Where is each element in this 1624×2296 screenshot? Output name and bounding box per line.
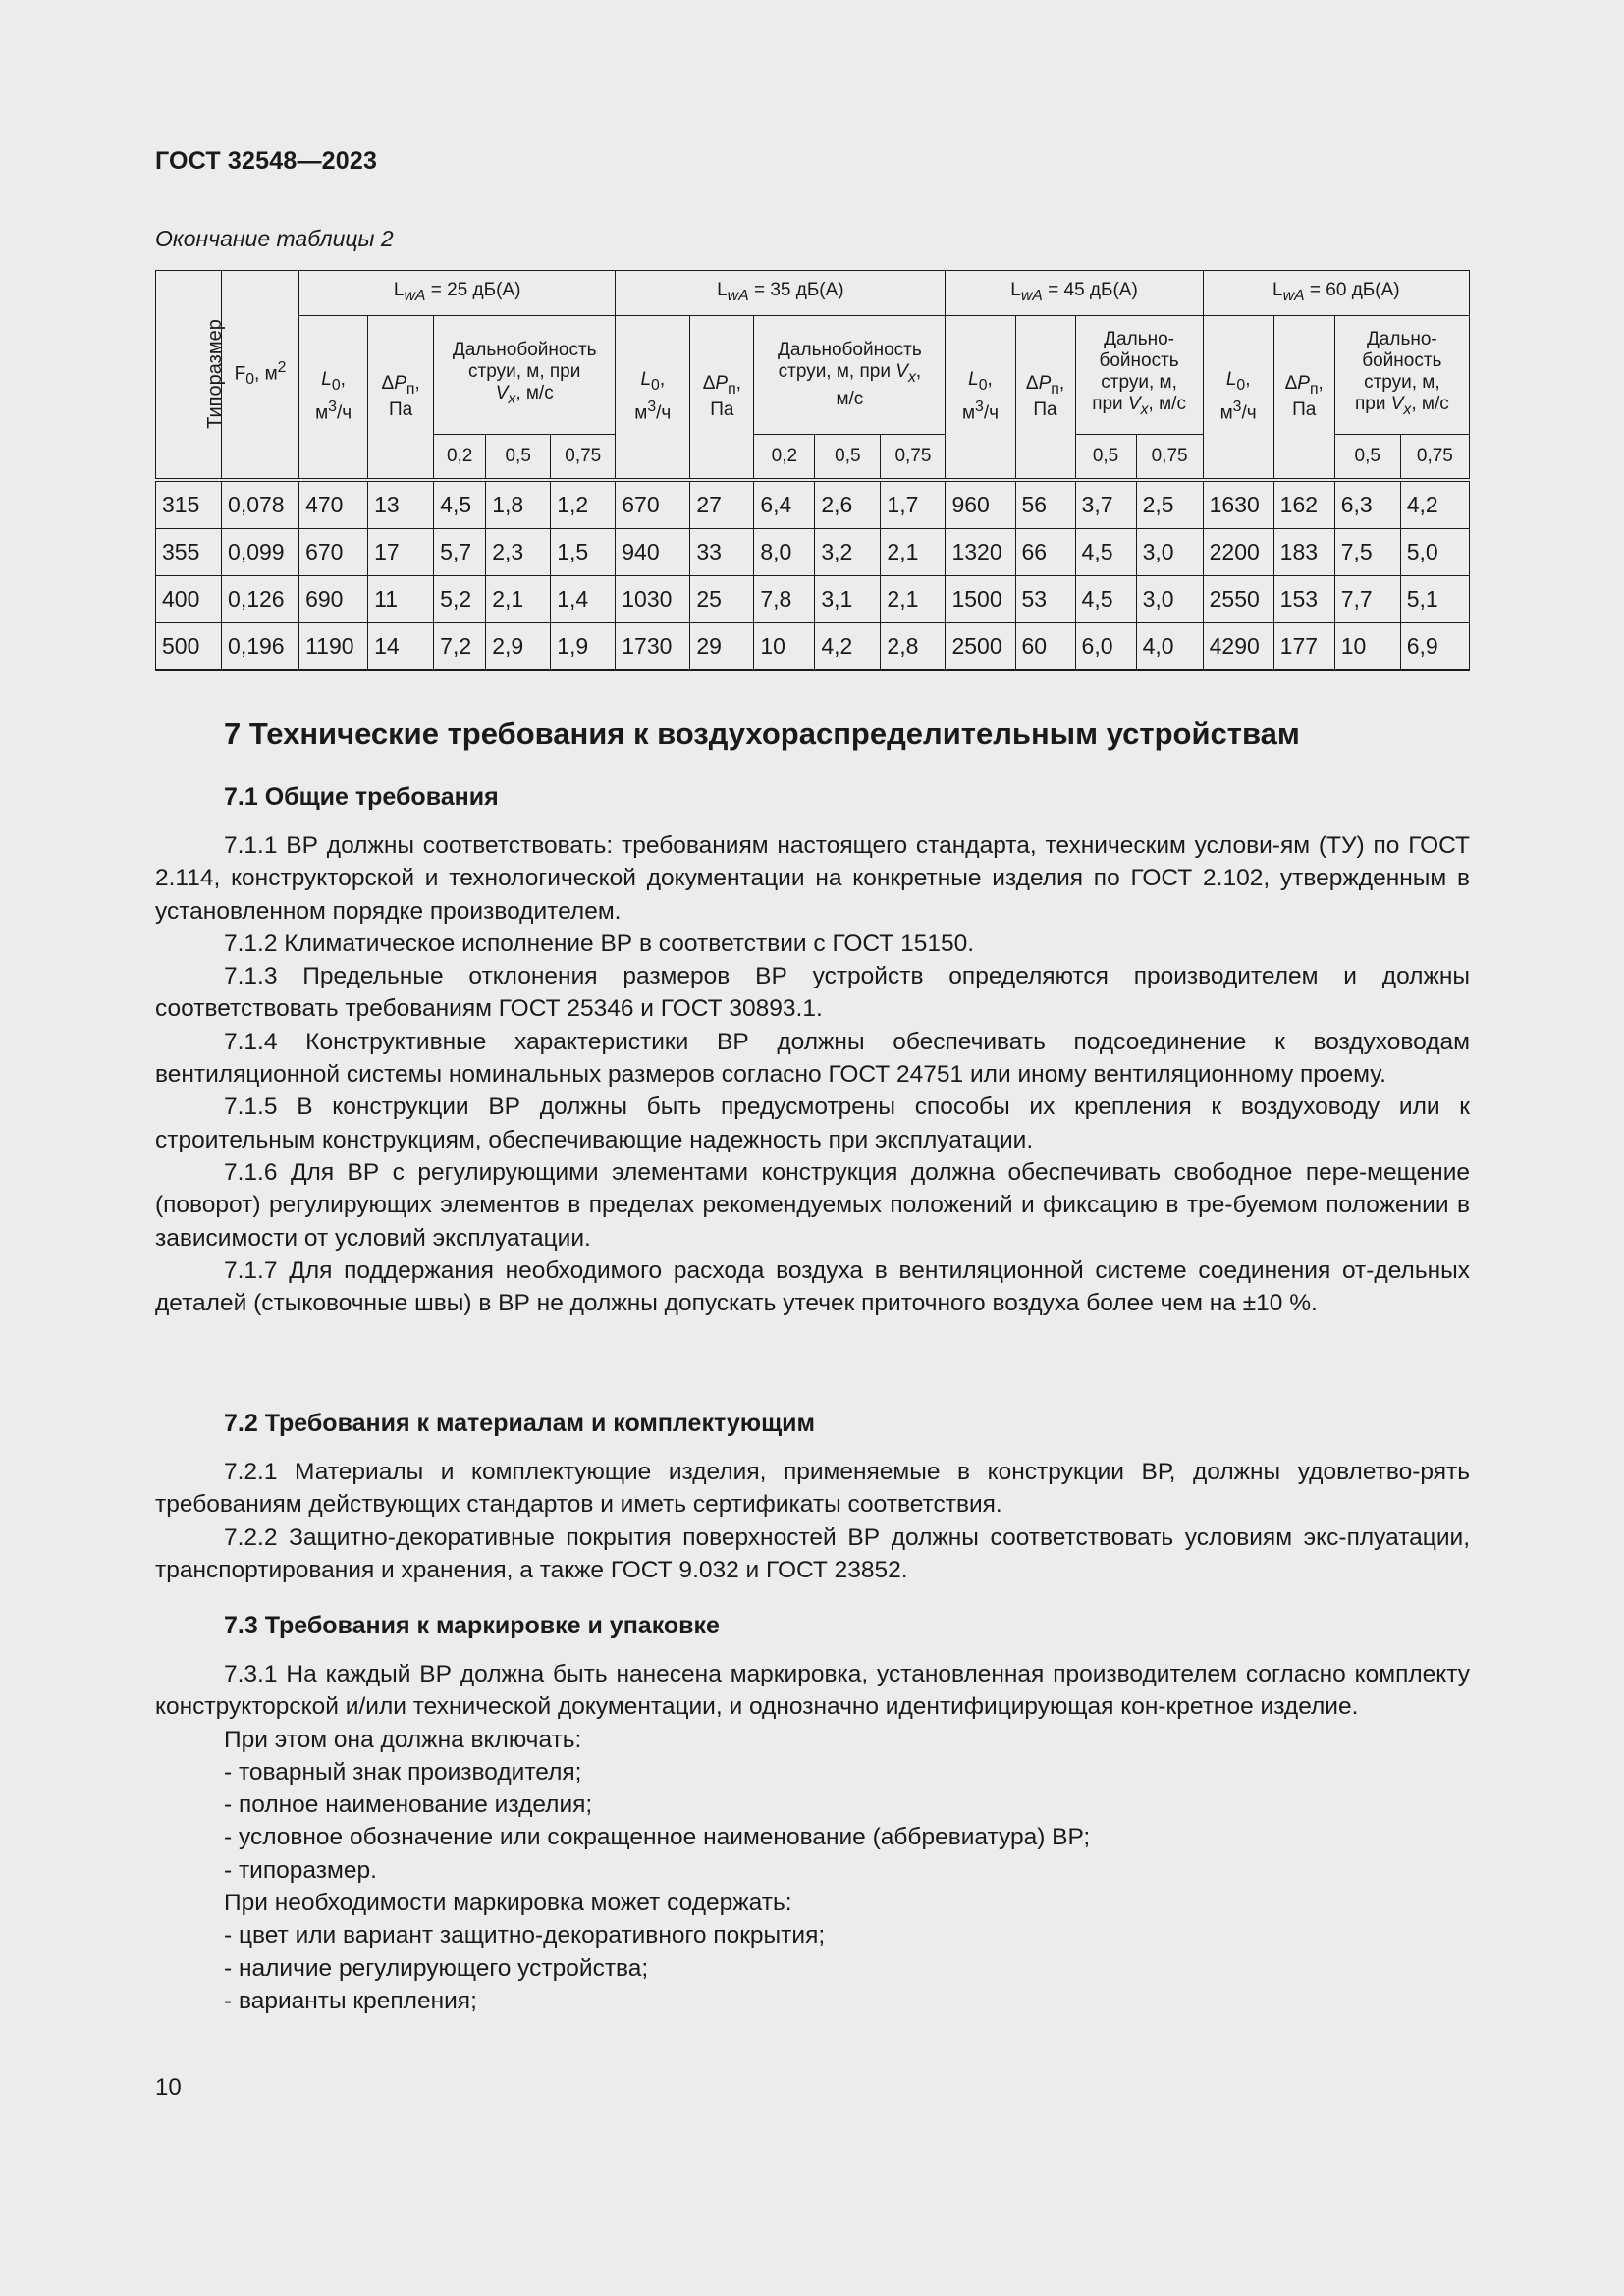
table-cell: 3,0 <box>1136 576 1203 623</box>
table-row <box>156 623 1470 671</box>
list-item: - наличие регулирующего устройства; <box>224 1954 649 1982</box>
table-cell: 7,7 <box>1334 576 1400 623</box>
table-cell: 4,0 <box>1136 623 1203 671</box>
table-cell: 2,6 <box>815 480 881 529</box>
table-cell: 0,196 <box>222 623 299 671</box>
table-row <box>156 529 1470 576</box>
table-cell: 5,7 <box>434 529 486 576</box>
table-cell: 10 <box>754 623 815 671</box>
table-cell: 7,5 <box>1334 529 1400 576</box>
table-cell: 2,5 <box>1136 480 1203 529</box>
section-7-1-body <box>155 829 1470 1319</box>
table-cell: 27 <box>690 480 754 529</box>
header-group-60: $L_{wA} = 60$ дБ(А) <box>1203 271 1469 316</box>
header-l0: $L_0$, $м^3/ч$ <box>616 316 690 481</box>
table-cell: 0,099 <box>222 529 299 576</box>
table-cell: 2550 <box>1203 576 1273 623</box>
table-cell: 1190 <box>299 623 368 671</box>
table-cell: 1630 <box>1203 480 1273 529</box>
table-cell: 1,9 <box>551 623 616 671</box>
paragraph: 7.1.6 Для ВР с регулирующими элементами конструкция должна обеспечивать свободное пере-мещение (поворот) регулирующих элементов в пределах рекомендуемых положений и фиксацию в тре-буемом положении в зависимости от условий эксплуатации. <box>155 1158 1470 1252</box>
table-cell: 315 <box>156 480 222 529</box>
list-item: - цвет или вариант защитно-декоративного покрытия; <box>224 1922 826 1949</box>
paragraph: 7.1.3 Предельные отклонения размеров ВР устройств определяются производителем и должны соответствовать требованиям ГОСТ 25346 и ГОСТ 30893.1. <box>155 963 1470 1023</box>
header-range: Дальнобойность струи, м, при $V_x$, м/с <box>434 316 616 435</box>
table-cell: 29 <box>690 623 754 671</box>
table-cell: 5,2 <box>434 576 486 623</box>
section-7-2-title: 7.2 Требования к материалам и комплектующим <box>224 1410 816 1437</box>
header-l0: $L_0$, $м^3/ч$ <box>1203 316 1273 481</box>
table-cell: 53 <box>1015 576 1075 623</box>
table-caption: Окончание таблицы 2 <box>155 226 394 251</box>
header-range: Дально- бойность струи, м, при $V_x$, м/с <box>1334 316 1469 435</box>
list-item: - товарный знак производителя; <box>224 1758 582 1786</box>
table-cell: 4,5 <box>1075 576 1136 623</box>
list-item: - полное наименование изделия; <box>224 1791 593 1819</box>
header-dp: $\Delta P_п$, Па <box>1015 316 1075 481</box>
table-cell: 6,3 <box>1334 480 1400 529</box>
list-item: - варианты крепления; <box>224 1987 477 2014</box>
table-cell: 177 <box>1273 623 1334 671</box>
header-v: 0,5 <box>486 435 551 481</box>
header-range: Дально- бойность струи, м, при $V_x$, м/с <box>1075 316 1203 435</box>
header-v: 0,75 <box>1136 435 1203 481</box>
table-cell: 400 <box>156 576 222 623</box>
table-cell: 940 <box>616 529 690 576</box>
header-v: 0,75 <box>1400 435 1469 481</box>
table-cell: 7,2 <box>434 623 486 671</box>
table-cell: 355 <box>156 529 222 576</box>
table-cell: 162 <box>1273 480 1334 529</box>
table-cell: 14 <box>368 623 434 671</box>
table-cell: 2,1 <box>486 576 551 623</box>
table-cell: 2,1 <box>881 529 946 576</box>
header-v: 0,2 <box>754 435 815 481</box>
table-cell: 7,8 <box>754 576 815 623</box>
table-cell: 2500 <box>946 623 1015 671</box>
table-cell: 1,8 <box>486 480 551 529</box>
header-v: 0,75 <box>881 435 946 481</box>
list-item: - условное обозначение или сокращенное наименование (аббревиатура) ВР; <box>224 1824 1091 1851</box>
table-row <box>156 480 1470 529</box>
table-cell: 6,9 <box>1400 623 1469 671</box>
table-cell: 6,4 <box>754 480 815 529</box>
table-cell: 4,2 <box>815 623 881 671</box>
table-cell: 1,2 <box>551 480 616 529</box>
table-cell: 2,8 <box>881 623 946 671</box>
header-v: 0,5 <box>815 435 881 481</box>
header-range: Дальнобойность струи, м, при $V_x$, м/с <box>754 316 946 435</box>
section-7-1-title: 7.1 Общие требования <box>224 783 499 811</box>
table-cell: 0,078 <box>222 480 299 529</box>
header-group-25: $L_{wA} = 25$ дБ(А) <box>299 271 616 316</box>
table-cell: 5,1 <box>1400 576 1469 623</box>
table-cell: 0,126 <box>222 576 299 623</box>
data-table <box>155 270 1470 671</box>
table-cell: 5,0 <box>1400 529 1469 576</box>
header-dp: $\Delta P_п$, Па <box>690 316 754 481</box>
paragraph: 7.1.1 ВР должны соответствовать: требованиям настоящего стандарта, техническим услови-ям (ТУ) по ГОСТ 2.114, конструкторской и технологической документации на конкретные изделия по ГОСТ 2.102, утвержденным в установленном порядке производителем. <box>155 832 1470 925</box>
table-body <box>156 480 1470 670</box>
table-cell: 2200 <box>1203 529 1273 576</box>
header-v: 0,5 <box>1334 435 1400 481</box>
table-cell: 17 <box>368 529 434 576</box>
table-cell: 183 <box>1273 529 1334 576</box>
header-dp: $\Delta P_п$, Па <box>1273 316 1334 481</box>
table-cell: 1,7 <box>881 480 946 529</box>
table-cell: 11 <box>368 576 434 623</box>
table-cell: 470 <box>299 480 368 529</box>
table-cell: 56 <box>1015 480 1075 529</box>
table-cell: 2,1 <box>881 576 946 623</box>
paragraph: 7.2.1 Материалы и комплектующие изделия, применяемые в конструкции ВР, должны удовлетво-рять требованиям действующих стандартов и иметь сертификаты соответствия. <box>155 1459 1470 1519</box>
header-tiporazmer: Типоразмер <box>156 271 222 481</box>
header-dp: $\Delta P_п$, Па <box>368 316 434 481</box>
table-cell: 8,0 <box>754 529 815 576</box>
table-cell: 3,0 <box>1136 529 1203 576</box>
table-cell: 2,3 <box>486 529 551 576</box>
table-cell: 3,1 <box>815 576 881 623</box>
table-cell: 2,9 <box>486 623 551 671</box>
header-group-45: $L_{wA} = 45$ дБ(А) <box>946 271 1203 316</box>
header-group-35: $L_{wA} = 35$ дБ(А) <box>616 271 946 316</box>
table-cell: 670 <box>299 529 368 576</box>
section-7-3-body <box>155 1658 1470 2017</box>
section-7-3-title: 7.3 Требования к маркировке и упаковке <box>224 1612 720 1639</box>
table-cell: 33 <box>690 529 754 576</box>
header-l0: $L_0$, $м^3/ч$ <box>946 316 1015 481</box>
header-l0: $L_0$, $м^3/ч$ <box>299 316 368 481</box>
table-cell: 1030 <box>616 576 690 623</box>
section-7-2-body <box>155 1456 1470 1586</box>
table-cell: 3,7 <box>1075 480 1136 529</box>
table-cell: 1320 <box>946 529 1015 576</box>
table-cell: 153 <box>1273 576 1334 623</box>
table-cell: 1,4 <box>551 576 616 623</box>
table-cell: 1,5 <box>551 529 616 576</box>
table-cell: 4,2 <box>1400 480 1469 529</box>
table-cell: 1730 <box>616 623 690 671</box>
table-cell: 25 <box>690 576 754 623</box>
header-v: 0,75 <box>551 435 616 481</box>
table-cell: 60 <box>1015 623 1075 671</box>
table-cell: 10 <box>1334 623 1400 671</box>
table-cell: 4290 <box>1203 623 1273 671</box>
header-v: 0,5 <box>1075 435 1136 481</box>
list-intro: При необходимости маркировка может содержать: <box>224 1890 792 1917</box>
document-header: ГОСТ 32548—2023 <box>155 147 378 175</box>
table-cell: 6,0 <box>1075 623 1136 671</box>
table-cell: 670 <box>616 480 690 529</box>
paragraph: 7.1.7 Для поддержания необходимого расхода воздуха в вентиляционной системе соединения от-дельных деталей (стыковочные швы) в ВР не должны допускать утечек приточного воздуха более чем на ±10 %. <box>155 1256 1470 1317</box>
list-intro: При этом она должна включать: <box>224 1726 582 1753</box>
header-v: 0,2 <box>434 435 486 481</box>
table-cell: 66 <box>1015 529 1075 576</box>
paragraph: 7.2.2 Защитно-декоративные покрытия поверхностей ВР должны соответствовать условиям экс-плуатации, транспортирования и хранения, а также ГОСТ 9.032 и ГОСТ 23852. <box>155 1523 1470 1583</box>
table-cell: 1500 <box>946 576 1015 623</box>
table-cell: 4,5 <box>434 480 486 529</box>
paragraph: 7.1.2 Климатическое исполнение ВР в соответствии с ГОСТ 15150. <box>224 930 974 957</box>
table-cell: 4,5 <box>1075 529 1136 576</box>
paragraph: 7.1.4 Конструктивные характеристики ВР должны обеспечивать подсоединение к воздуховодам вентиляционной системы номинальных размеров согласно ГОСТ 24751 или иному вентиляционному проему. <box>155 1028 1470 1089</box>
table-row <box>156 576 1470 623</box>
list-item: - типоразмер. <box>224 1856 377 1884</box>
table-cell: 13 <box>368 480 434 529</box>
table-cell: 690 <box>299 576 368 623</box>
table-cell: 500 <box>156 623 222 671</box>
paragraph: 7.1.5 В конструкции ВР должны быть предусмотрены способы их крепления к воздуховоду или к строительным конструкциям, обеспечивающие надежность при эксплуатации. <box>155 1094 1470 1153</box>
table-cell: 3,2 <box>815 529 881 576</box>
page-number: 10 <box>155 2074 182 2101</box>
table-cell: 960 <box>946 480 1015 529</box>
header-f0: $F_0$, $м^2$ <box>222 271 299 481</box>
section-7-title: 7 Технические требования к воздухораспределительным устройствам <box>224 717 1300 751</box>
paragraph: 7.3.1 На каждый ВР должна быть нанесена маркировка, установленная производителем согласно комплекту конструкторской и/или технической документации, и однозначно идентифицирующая кон-кретное изделие. <box>155 1661 1470 1721</box>
